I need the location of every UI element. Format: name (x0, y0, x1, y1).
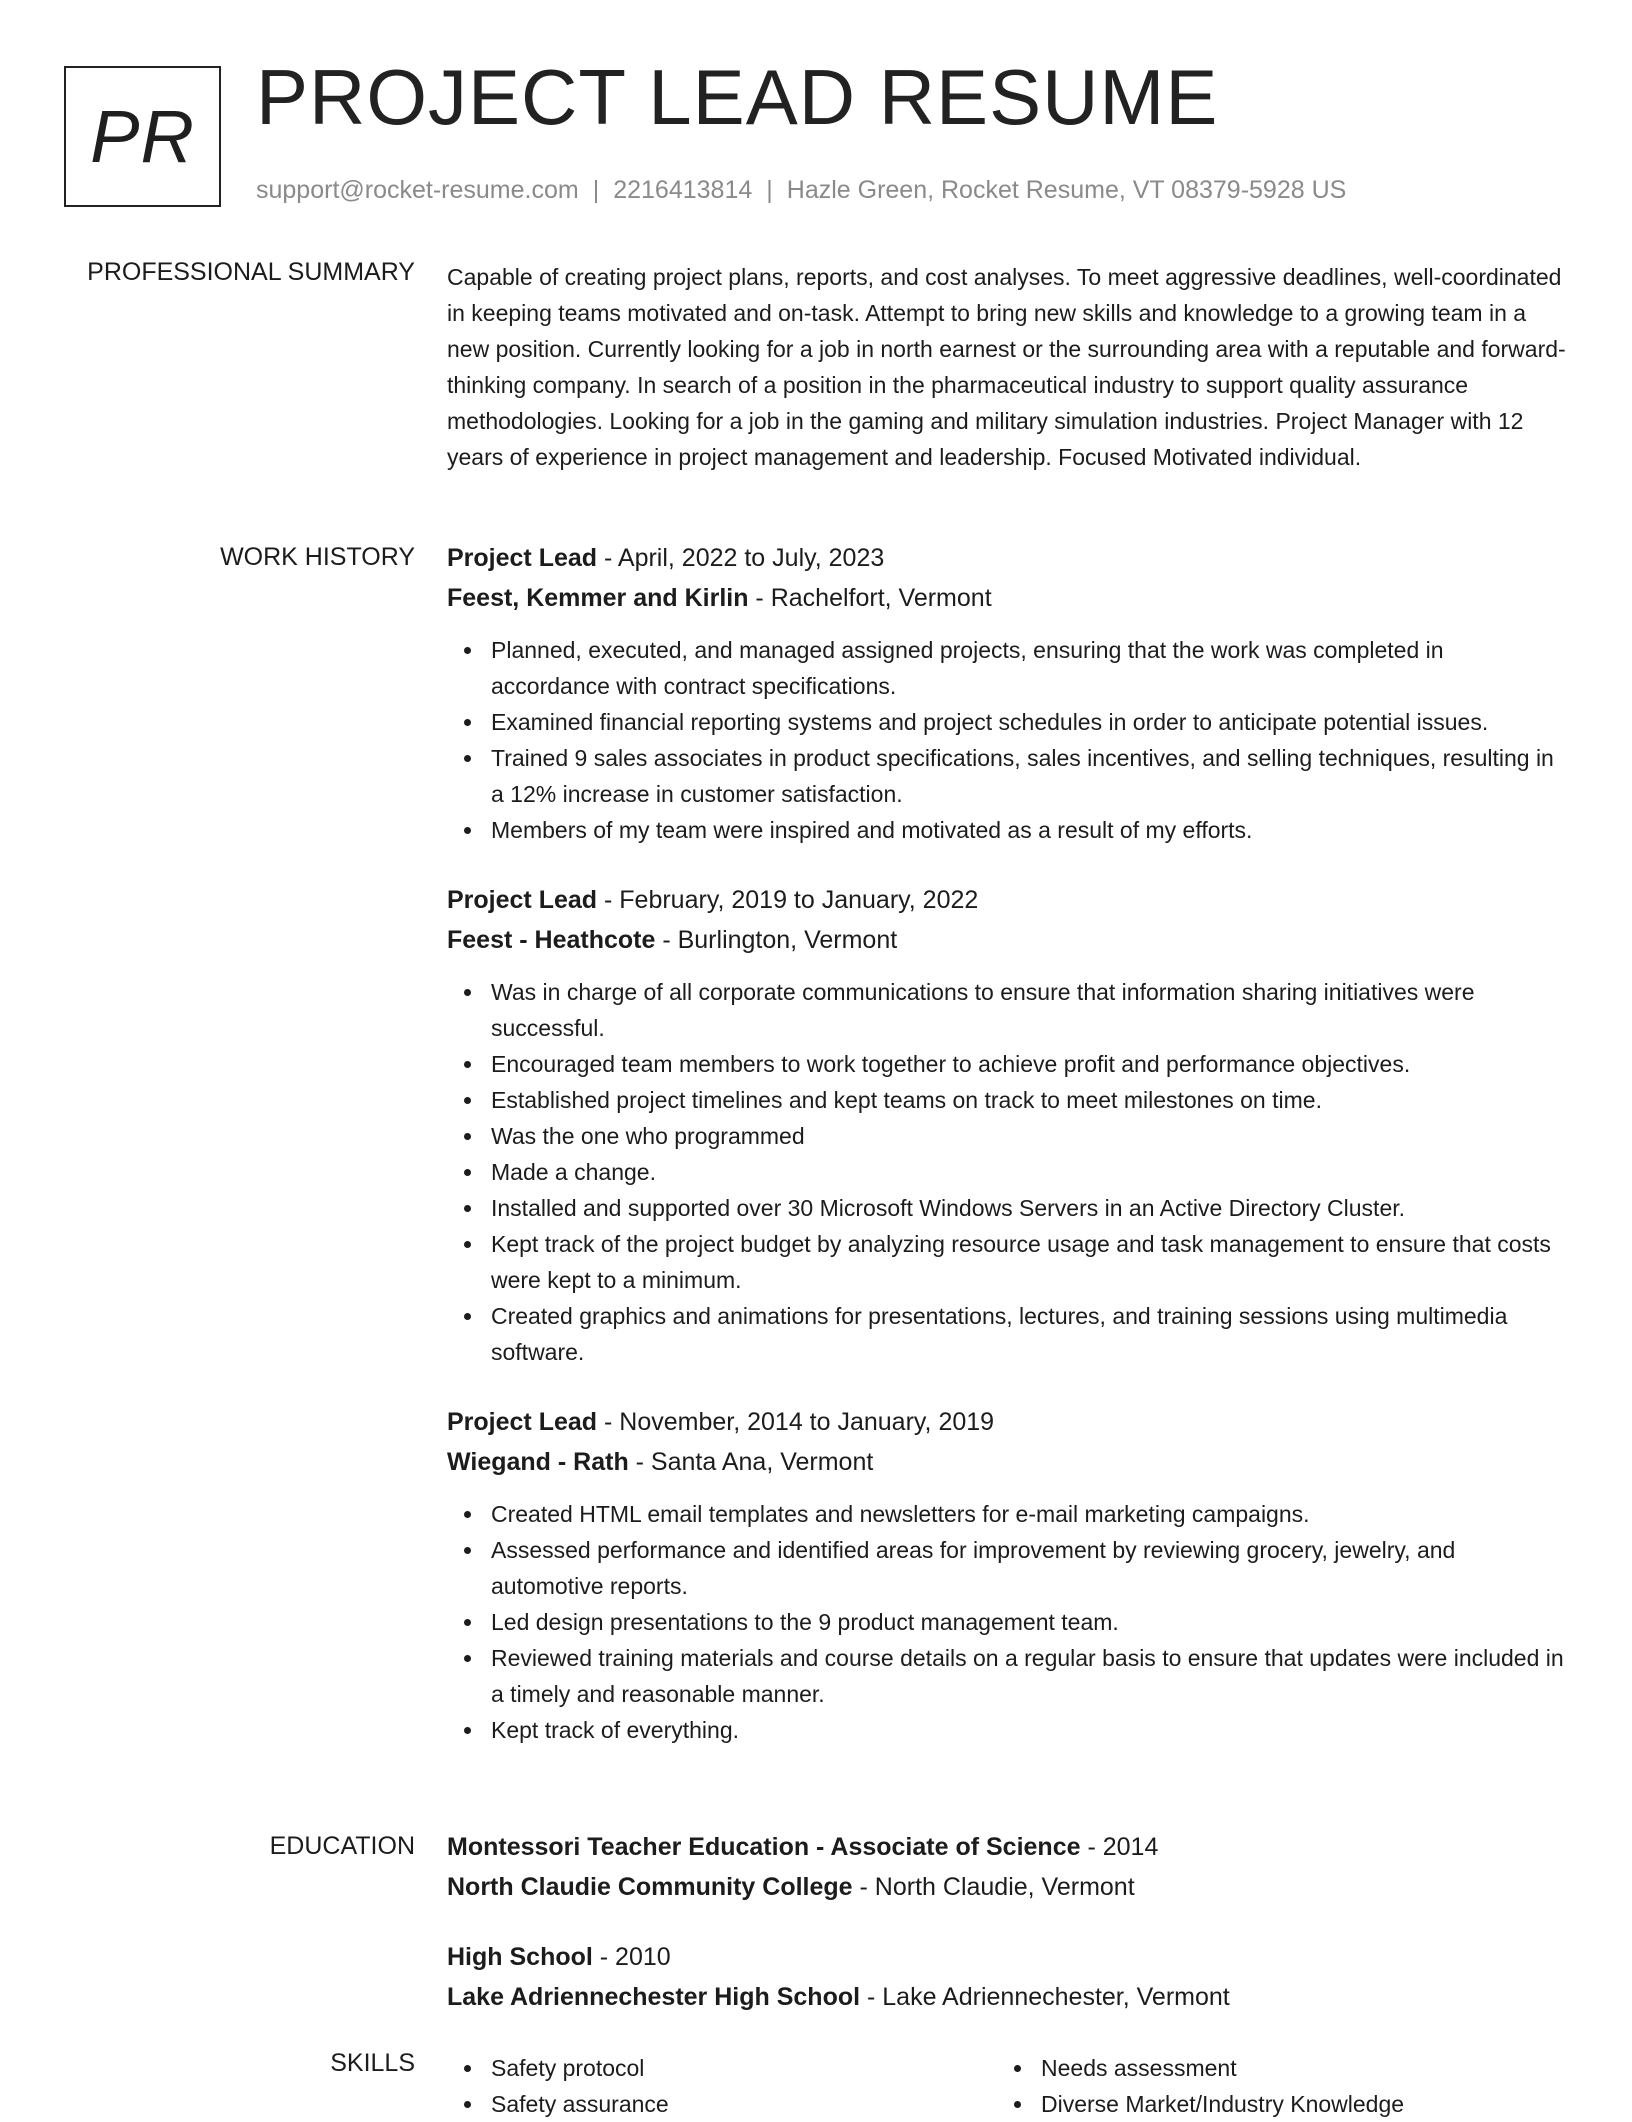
contact-phone[interactable]: 2216413814 (613, 176, 753, 204)
job-bullet: Made a change. (491, 1154, 1567, 1190)
skill-item: Safety protocol (491, 2050, 669, 2086)
job-bullet: Kept track of the project budget by analyzing resource usage and task management to ensure that costs were kept to a minimum. (491, 1226, 1567, 1298)
job-title: Project Lead (447, 1408, 598, 1436)
job-bullet: Reviewed training materials and course details on a regular basis to ensure that updates were included in a timely and reasonable manner. (491, 1640, 1567, 1712)
job-bullet: Created graphics and animations for presentations, lectures, and training sessions using multimedia software. (491, 1298, 1567, 1370)
education-entry (447, 1827, 1567, 1907)
skills-heading: SKILLS (330, 2049, 415, 2077)
job-dates: - February, 2019 to January, 2022 (597, 886, 979, 914)
skill-item: Diverse Market/Industry Knowledge (1041, 2086, 1404, 2122)
skills-column-left (447, 2050, 669, 2122)
job-bullet: Was the one who programmed (491, 1118, 1567, 1154)
job-bullet: Created HTML email templates and newsletters for e-mail marketing campaigns. (491, 1496, 1567, 1532)
job-bullet: Led design presentations to the 9 product management team. (491, 1604, 1567, 1640)
work-history-body (447, 538, 1567, 1748)
education-degree: High School (447, 1943, 593, 1971)
job-dates: - November, 2014 to January, 2019 (597, 1408, 995, 1436)
job-company: Wiegand - Rath (447, 1448, 629, 1476)
monogram-logo: PR (64, 66, 221, 207)
job-title: Project Lead (447, 544, 598, 572)
skill-item: Safety assurance (491, 2086, 669, 2122)
contact-separator: | (766, 176, 773, 204)
job-bullets (447, 1496, 1567, 1748)
job-company: Feest - Heathcote (447, 926, 656, 954)
education-body (447, 1827, 1567, 2017)
job-entry (447, 1402, 1567, 1748)
education-year: - 2010 (592, 1943, 671, 1971)
job-bullets (447, 632, 1567, 848)
job-bullet: Kept track of everything. (491, 1712, 1567, 1748)
job-title-line (447, 880, 1567, 920)
skills-list (447, 2050, 669, 2122)
summary-text: Capable of creating project plans, reports, and cost analyses. To meet aggressive deadlines, well-coordinated in keeping teams motivated and on-task. Attempt to bring new skills and knowledge to a growing team in a new position. Currently looking for a job in north earnest or the surrounding area with a reputable and forward-thinking company. In search of a position in the pharmaceutical industry to support quality assurance methodologies. Looking for a job in the gaming and military simulation industries. Project Manager with 12 years of experience in project management and leadership. Focused Motivated individual. (447, 264, 1566, 470)
job-bullet: Trained 9 sales associates in product specifications, sales incentives, and selling techniques, resulting in a 12% increase in customer satisfaction. (491, 740, 1567, 812)
education-entry (447, 1937, 1567, 2017)
job-entry (447, 538, 1567, 848)
job-bullet: Encouraged team members to work together to achieve profit and performance objectives. (491, 1046, 1567, 1082)
education-school-line (447, 1867, 1567, 1907)
job-bullets (447, 974, 1567, 1370)
job-company: Feest, Kemmer and Kirlin (447, 584, 749, 612)
education-degree-line (447, 1827, 1567, 1867)
job-title: Project Lead (447, 886, 598, 914)
contact-address: Hazle Green, Rocket Resume, VT 08379-5928 US (786, 176, 1347, 204)
job-company-line (447, 920, 1567, 960)
education-school-line (447, 1977, 1567, 2017)
job-bullet: Examined financial reporting systems and project schedules in order to anticipate potential issues. (491, 704, 1567, 740)
education-school: Lake Adriennechester High School (447, 1983, 861, 2011)
job-location: - Rachelfort, Vermont (748, 584, 992, 612)
job-title-line (447, 538, 1567, 578)
job-company-line (447, 578, 1567, 618)
resume-title: PROJECT LEAD RESUME (256, 53, 1219, 141)
work-history-heading: WORK HISTORY (220, 543, 415, 571)
education-degree: Montessori Teacher Education - Associate of Science (447, 1833, 1081, 1861)
job-bullet: Assessed performance and identified areas for improvement by reviewing grocery, jewelry, and automotive reports. (491, 1532, 1567, 1604)
job-company-line (447, 1442, 1567, 1482)
job-location: - Burlington, Vermont (655, 926, 898, 954)
contact-line (256, 176, 1346, 205)
job-entry (447, 880, 1567, 1370)
education-year: - 2014 (1080, 1833, 1159, 1861)
skill-item: Needs assessment (1041, 2050, 1404, 2086)
education-location: - North Claudie, Vermont (852, 1873, 1135, 1901)
job-bullet: Planned, executed, and managed assigned projects, ensuring that the work was completed in accordance with contract specifications. (491, 632, 1567, 704)
education-degree-line (447, 1937, 1567, 1977)
job-bullet: Was in charge of all corporate communications to ensure that information sharing initiatives were successful. (491, 974, 1567, 1046)
job-bullet: Established project timelines and kept teams on track to meet milestones on time. (491, 1082, 1567, 1118)
job-bullet: Members of my team were inspired and motivated as a result of my efforts. (491, 812, 1567, 848)
skills-column-right (997, 2050, 1404, 2122)
job-dates: - April, 2022 to July, 2023 (597, 544, 885, 572)
contact-separator: | (592, 176, 600, 204)
job-location: - Santa Ana, Vermont (628, 1448, 874, 1476)
education-school: North Claudie Community College (447, 1873, 853, 1901)
skills-list (997, 2050, 1404, 2122)
job-bullet: Installed and supported over 30 Microsoft Windows Servers in an Active Directory Cluster. (491, 1190, 1567, 1226)
job-title-line (447, 1402, 1567, 1442)
contact-email[interactable]: support@rocket-resume.com (256, 176, 579, 204)
summary-heading: PROFESSIONAL SUMMARY (87, 258, 415, 286)
education-heading: EDUCATION (269, 1832, 415, 1860)
education-location: - Lake Adriennechester, Vermont (860, 1983, 1230, 2011)
